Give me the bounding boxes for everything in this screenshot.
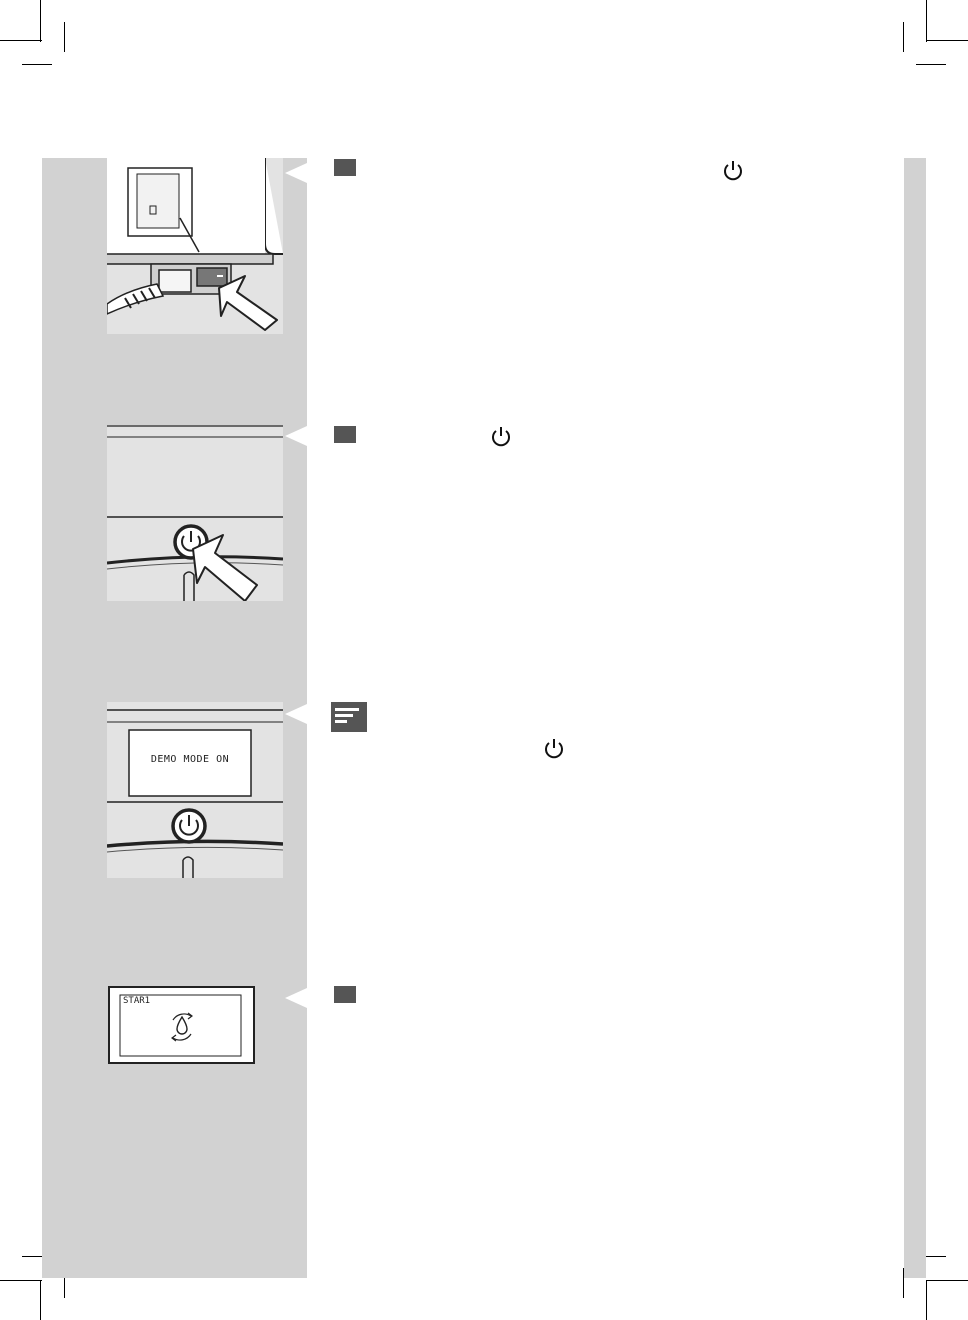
power-icon [490,425,512,447]
note-icon [331,702,367,732]
crop-mark [903,22,904,52]
illustration-main-switch [107,158,283,334]
crop-mark [40,1280,41,1320]
demo-mode-drawing [107,702,283,878]
display-demo-mode-text: DEMO MODE ON [150,754,230,765]
power-icon [722,159,744,181]
step-2-badge [334,426,356,443]
power-button-drawing [107,425,283,601]
crop-mark [64,22,65,52]
pointer-arrow [285,426,307,446]
main-switch-drawing [107,158,283,334]
step-3-badge [334,986,356,1003]
illustration-power-button [107,425,283,601]
water-drop-cycle-icon [166,1008,198,1044]
crop-mark [926,1280,968,1281]
step-1-badge [334,159,356,176]
power-icon [543,737,565,759]
pointer-arrow [285,988,307,1008]
crop-mark [0,40,42,41]
crop-mark [926,40,968,41]
illustration-demo-mode [107,702,283,878]
page-edge-band [904,158,926,1278]
display-star1-text: STAR1 [123,996,151,1006]
crop-mark [926,1280,927,1320]
crop-mark [916,64,946,65]
note-lines [331,702,367,732]
crop-mark [926,0,927,42]
crop-mark [40,0,41,42]
crop-mark [0,1280,42,1281]
pointer-arrow [285,163,307,183]
illustration-star1-display [108,986,255,1064]
crop-mark [22,64,52,65]
pointer-arrow [285,704,307,724]
